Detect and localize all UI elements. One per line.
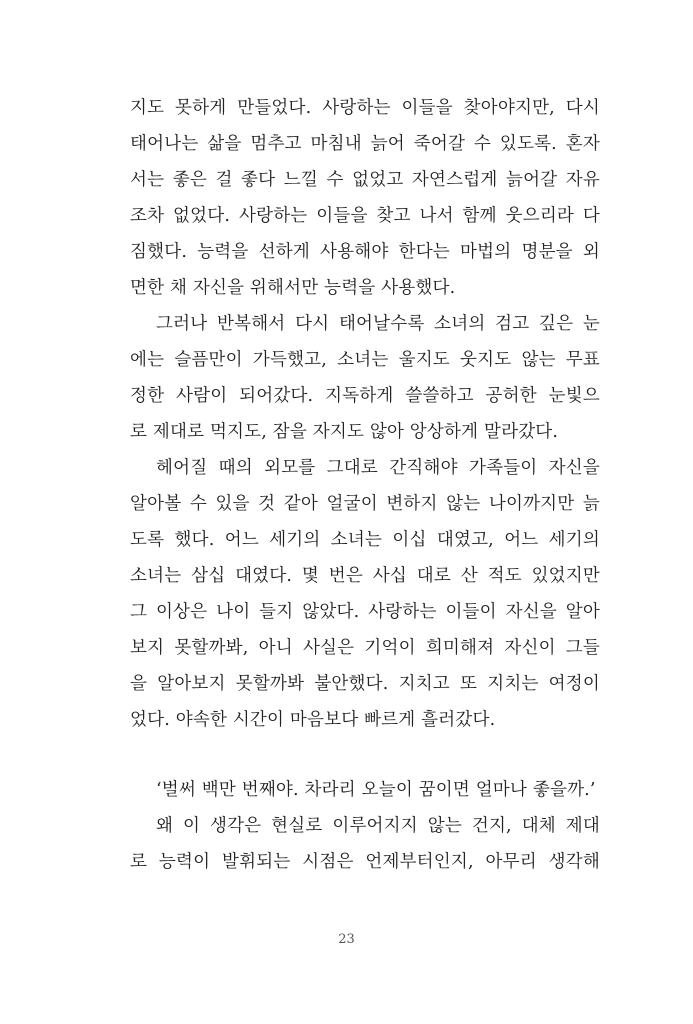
text-line: 로 제대로 먹지도, 잠을 자지도 않아 앙상하게 말라갔다. [130, 422, 559, 442]
text-line: 도록 했다. 어느 세기의 소녀는 이십 대였고, 어느 세기의 [130, 530, 600, 550]
text-line: 서는 좋은 걸 좋다 느낄 수 없었고 자연스럽게 늙어갈 자유 [130, 170, 600, 190]
page-number: 23 [338, 932, 355, 947]
text-line: 을 알아보지 못할까봐 불안했다. 지치고 또 지치는 여정이 [130, 674, 600, 694]
text-line: 조차 없었다. 사랑하는 이들을 찾고 나서 함께 웃으리라 다 [130, 206, 600, 226]
text-line: 로 능력이 발휘되는 시점은 언제부터인지, 아무리 생각해 [130, 852, 600, 872]
text-line: 헤어질 때의 외모를 그대로 간직해야 가족들이 자신을 [156, 458, 600, 478]
text-line: 보지 못할까봐, 아니 사실은 기억이 희미해져 자신이 그들 [130, 638, 600, 658]
text-line: 그 이상은 나이 들지 않았다. 사랑하는 이들이 자신을 알아 [130, 602, 600, 622]
text-line: 에는 슬픔만이 가득했고, 소녀는 울지도 웃지도 않는 무표 [130, 350, 600, 370]
text-line: 지도 못하게 만들었다. 사랑하는 이들을 찾아야지만, 다시 [130, 98, 600, 118]
quoted-thought: ‘벌써 백만 번째야. 차라리 오늘이 꿈이면 얼마나 좋을까.’ [156, 780, 596, 800]
text-line: 면한 채 자신을 위해서만 능력을 사용했다. [130, 278, 456, 298]
text-line: 그러나 반복해서 다시 태어날수록 소녀의 검고 깊은 눈 [156, 314, 600, 334]
body-text-bottom [130, 772, 600, 880]
text-line: 었다. 야속한 시간이 마음보다 빠르게 흘러갔다. [130, 710, 496, 730]
body-text-top [130, 90, 600, 738]
text-line: 왜 이 생각은 현실로 이루어지지 않는 건지, 대체 제대 [156, 816, 600, 836]
text-line: 정한 사람이 되어갔다. 지독하게 쓸쓸하고 공허한 눈빛으 [130, 386, 600, 406]
text-line: 알아볼 수 있을 것 같아 얼굴이 변하지 않는 나이까지만 늙 [130, 494, 600, 514]
text-line: 태어나는 삶을 멈추고 마침내 늙어 죽어갈 수 있도록. 혼자 [130, 134, 600, 154]
text-line: 소녀는 삼십 대였다. 몇 번은 사십 대로 산 적도 있었지만 [130, 566, 600, 586]
text-line: 짐했다. 능력을 선하게 사용해야 한다는 마법의 명분을 외 [130, 242, 600, 262]
